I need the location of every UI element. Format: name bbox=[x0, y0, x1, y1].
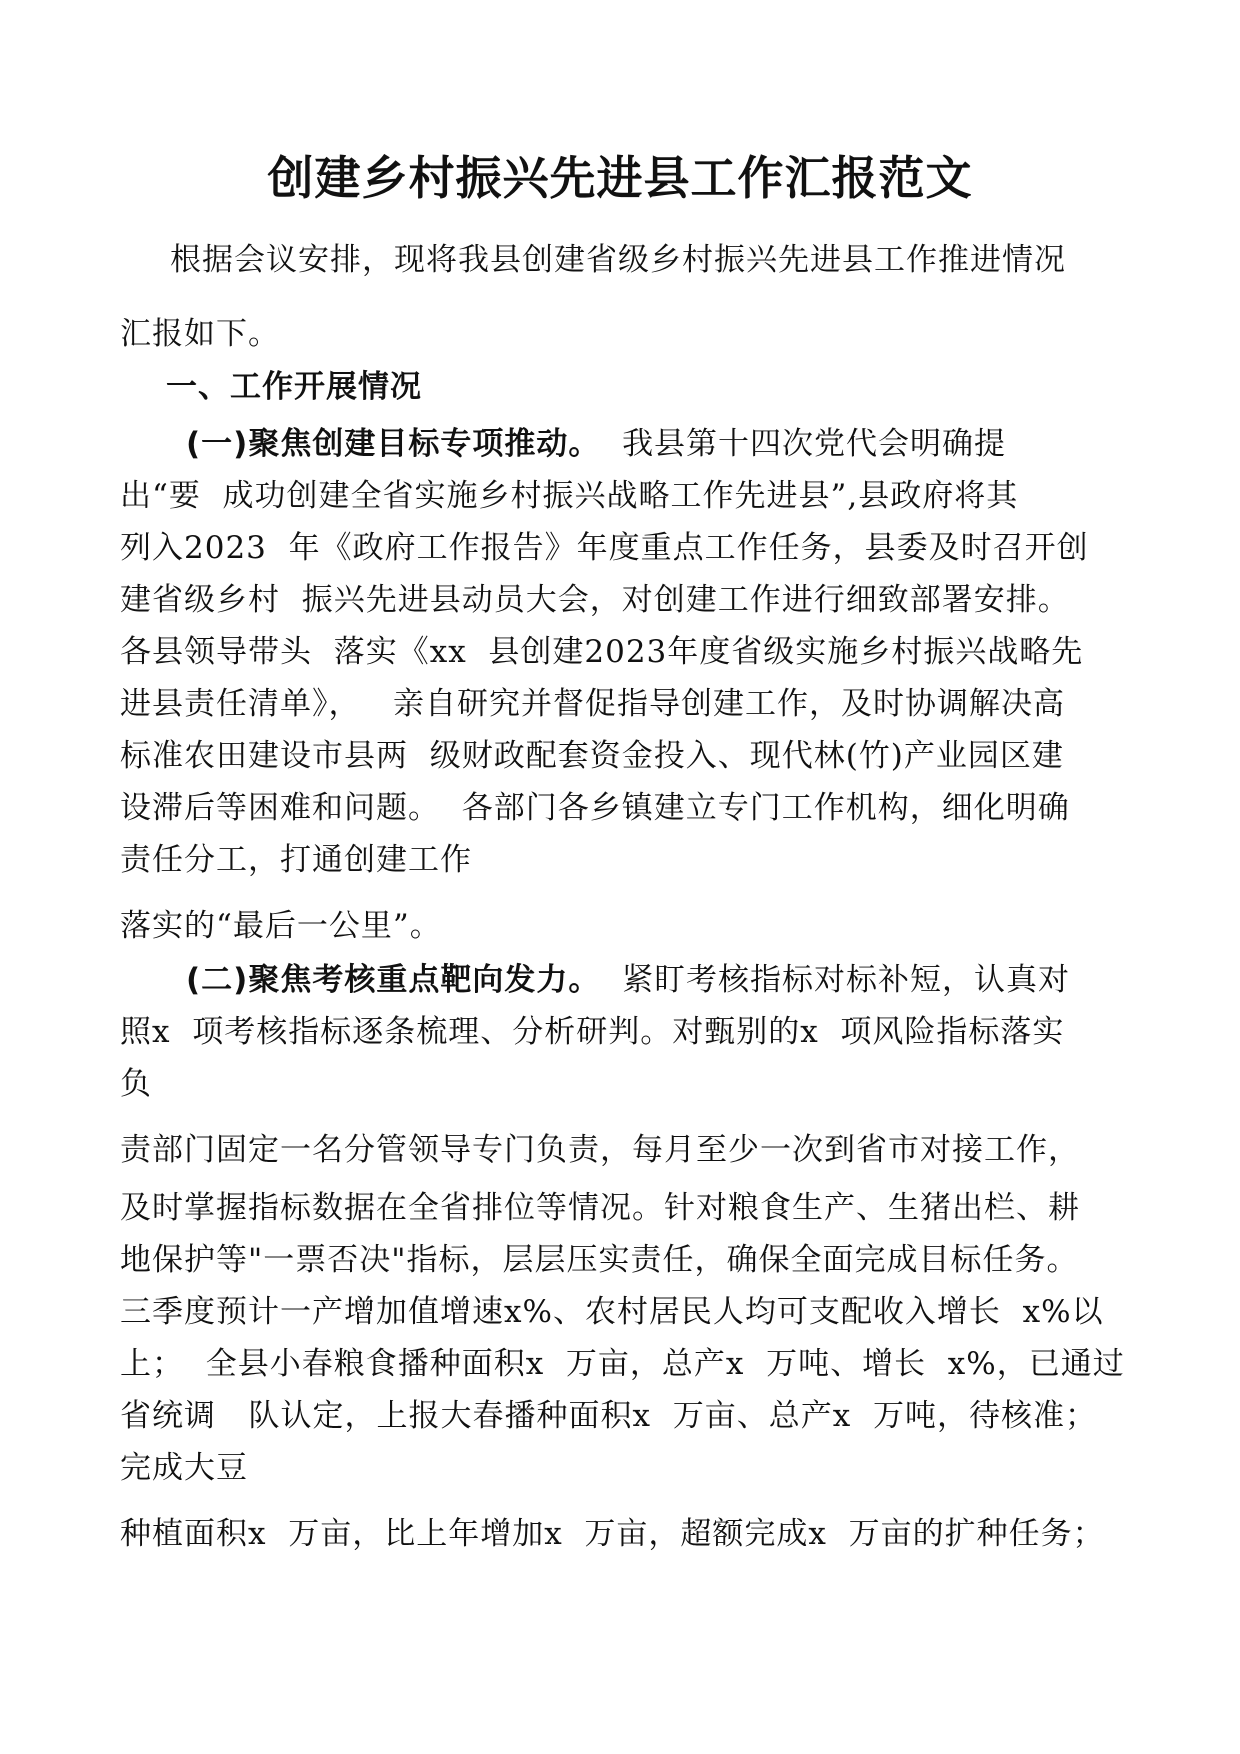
paragraph-line: 负 bbox=[120, 1066, 152, 1102]
paragraph-text: 紧盯考核指标对标补短，认真对 bbox=[622, 962, 1071, 998]
paragraph-line: 各县领导带头 落实《xx 县创建2023年度省级实施乡村振兴战略先 bbox=[120, 634, 1084, 670]
paragraph-line: 设滞后等困难和问题。 各部门各乡镇建立专门工作机构，细化明确 bbox=[120, 790, 1070, 826]
paragraph-line: 种植面积x 万亩，比上年增加x 万亩，超额完成x 万亩的扩种任务； bbox=[120, 1516, 1105, 1552]
section-heading-1: 一、工作开展情况 bbox=[166, 369, 422, 405]
paragraph-line: 及时掌握指标数据在全省排位等情况。针对粮食生产、生猪出栏、耕 bbox=[120, 1190, 1080, 1226]
paragraph-line: 完成大豆 bbox=[120, 1450, 248, 1486]
intro-line-1: 根据会议安排，现将我县创建省级乡村振兴先进县工作推进情况 bbox=[170, 242, 1066, 278]
paragraph-line: 建省级乡村 振兴先进县动员大会，对创建工作进行细致部署安排。 bbox=[120, 582, 1070, 618]
paragraph-line: 列入2023 年《政府工作报告》年度重点工作任务，县委及时召开创 bbox=[120, 530, 1089, 566]
paragraph-line: 出“要 成功创建全省实施乡村振兴战略工作先进县”,县政府将其 bbox=[120, 478, 1019, 514]
sub-heading-1: (一)聚焦创建目标专项推动。 bbox=[186, 426, 601, 462]
paragraph-text: 我县第十四次党代会明确提 bbox=[622, 426, 1007, 462]
sub-heading-2: (二)聚焦考核重点靶向发力。 bbox=[186, 962, 601, 998]
sub-paragraph-2-first-line bbox=[186, 960, 1070, 1000]
paragraph-line: 省统调 队认定，上报大春播种面积x 万亩、总产x 万吨，待核准； bbox=[120, 1398, 1097, 1434]
paragraph-line: 进县责任清单》， 亲自研究并督促指导创建工作，及时协调解决高 bbox=[120, 686, 1066, 722]
paragraph-line: 照x 项考核指标逐条梳理、分析研判。对甄别的x 项风险指标落实 bbox=[120, 1014, 1065, 1050]
paragraph-line: 标准农田建设市县两 级财政配套资金投入、现代林(竹)产业园区建 bbox=[120, 738, 1064, 774]
paragraph-line: 三季度预计一产增加值增速x%、农村居民人均可支配收入增长 x%以 bbox=[120, 1294, 1104, 1330]
paragraph-line: 落实的“最后一公里”。 bbox=[120, 908, 442, 944]
paragraph-line: 上； 全县小春粮食播种面积x 万亩，总产x 万吨、增长 x%，已通过 bbox=[120, 1346, 1125, 1382]
document-title: 创建乡村振兴先进县工作汇报范文 bbox=[267, 151, 973, 205]
intro-line-2: 汇报如下。 bbox=[120, 316, 280, 352]
paragraph-line: 责部门固定一名分管领导专门负责，每月至少一次到省市对接工作， bbox=[120, 1132, 1080, 1168]
sub-paragraph-1-first-line bbox=[186, 424, 1006, 464]
paragraph-line: 责任分工，打通创建工作 bbox=[120, 842, 472, 878]
paragraph-line: 地保护等"一票否决"指标，层层压实责任，确保全面完成目标任务。 bbox=[120, 1242, 1079, 1278]
